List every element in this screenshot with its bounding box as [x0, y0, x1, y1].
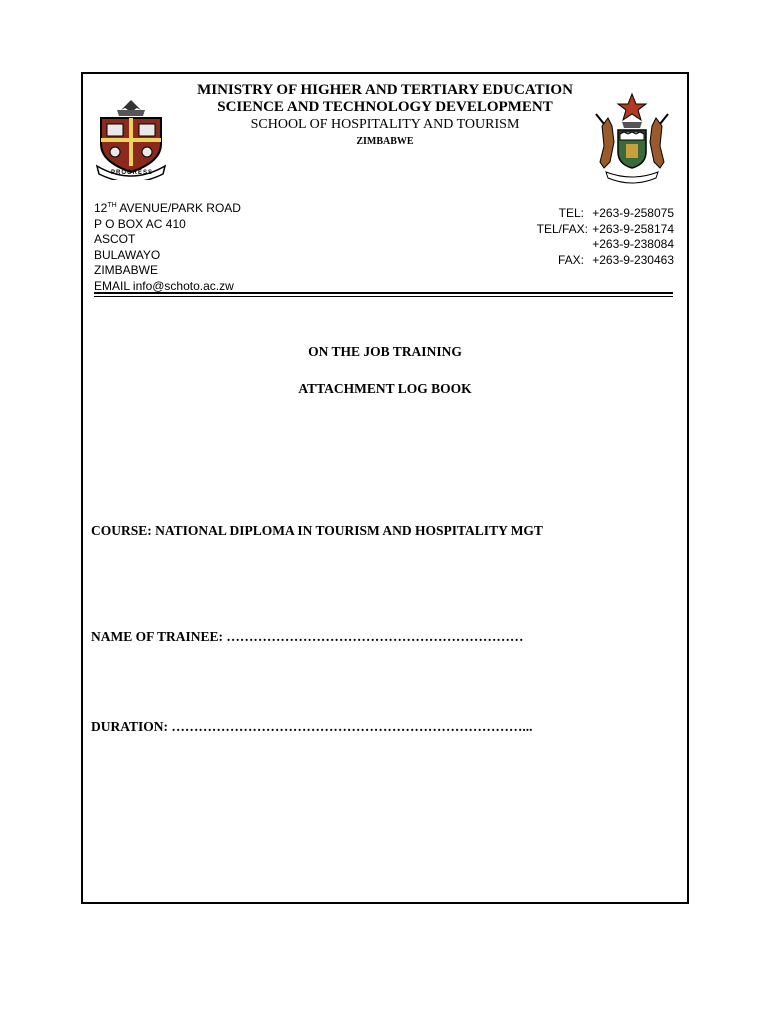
duration-field[interactable]: DURATION: ……………………………………………………………………... — [91, 719, 533, 734]
address-street: 12TH AVENUE/PARK ROAD — [94, 201, 241, 215]
contact-fax-row — [537, 253, 674, 269]
document-frame — [81, 72, 689, 904]
header-divider-thick — [94, 292, 673, 294]
address-suburb: ASCOT — [94, 232, 136, 246]
fax-value: +263-9-230463 — [592, 252, 674, 267]
telfax-value: +263-9-258174 — [592, 221, 674, 236]
address-email: EMAIL info@schoto.ac.zw — [94, 278, 234, 293]
telfax-label: TEL/FAX: — [536, 221, 588, 236]
course-field: COURSE: NATIONAL DIPLOMA IN TOURISM AND HOSPITALITY MGT — [91, 523, 543, 538]
country-heading: ZIMBABWE — [356, 136, 414, 147]
ministry-title: MINISTRY OF HIGHER AND TERTIARY EDUCATION — [197, 82, 573, 98]
document-subtitle: ATTACHMENT LOG BOOK — [298, 381, 472, 396]
address-city: BULAWAYO — [94, 247, 161, 262]
trainee-name-field[interactable]: NAME OF TRAINEE: ………………………………………………………… — [91, 629, 524, 644]
address-po-box: P O BOX AC 410 — [94, 216, 186, 231]
address-country: ZIMBABWE — [94, 263, 159, 277]
document-title: ON THE JOB TRAINING — [308, 344, 462, 359]
address-block — [94, 198, 241, 294]
fax-label: FAX: — [557, 252, 584, 267]
crest-motto: PROGRESS — [111, 170, 154, 176]
header-divider-thin — [94, 296, 673, 297]
extra-phone-value: +263-9-238084 — [592, 237, 674, 251]
contact-telfax-row — [537, 222, 674, 238]
zimbabwe-coat-of-arms-logo — [586, 92, 678, 186]
contact-extra-row — [537, 237, 674, 253]
tel-value: +263-9-258075 — [592, 206, 674, 220]
school-name: SCHOOL OF HOSPITALITY AND TOURISM — [250, 117, 520, 132]
ministry-subtitle: SCIENCE AND TECHNOLOGY DEVELOPMENT — [217, 99, 553, 115]
contact-block — [537, 206, 674, 268]
contact-tel-row — [537, 206, 674, 222]
tel-label: TEL: — [558, 206, 584, 220]
